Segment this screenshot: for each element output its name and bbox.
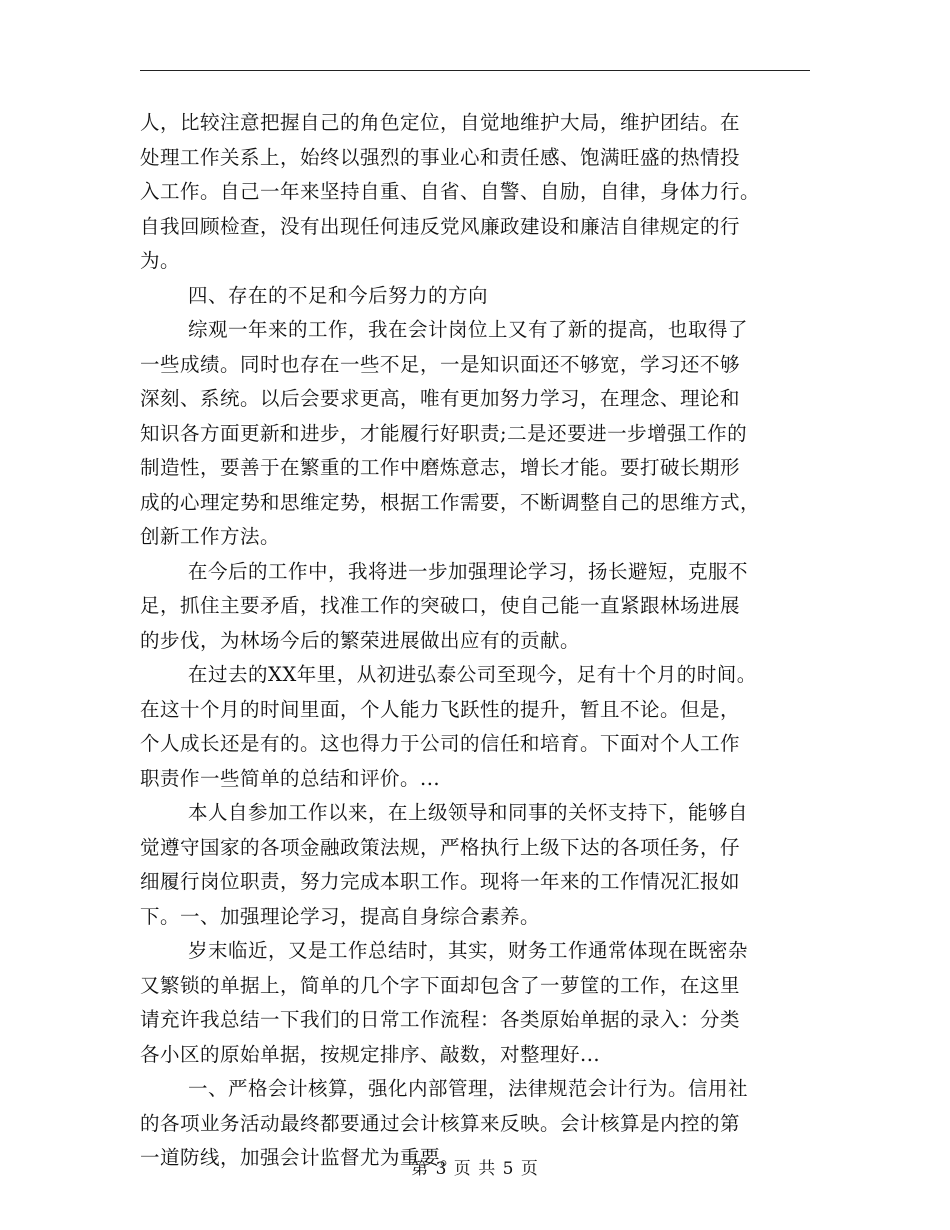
text-line: 请充许我总结一下我们的日常工作流程：各类原始单据的录入：分类 bbox=[140, 1008, 741, 1031]
text-line: 一、严格会计核算，强化内部管理，法律规范会计行为。信用社 bbox=[188, 1077, 749, 1100]
text-line: 下。一、加强理论学习，提高自身综合素养。 bbox=[140, 904, 541, 928]
text-line: 个人成长还是有的。这也得力于公司的信任和培育。下面对个人工作 bbox=[140, 732, 741, 755]
paragraph-7 bbox=[140, 934, 812, 1072]
document-body bbox=[140, 106, 812, 1176]
text-line: 的各项业务活动最终都要通过会计核算来反映。会计核算是内控的第 bbox=[140, 1111, 741, 1135]
text-line: 为。 bbox=[140, 249, 181, 272]
text-line: 自我回顾检查，没有出现任何违反党风廉政建设和廉洁自律规定的行 bbox=[140, 214, 741, 238]
text-line: 又繁锁的单据上，简单的几个字下面却包含了一萝筐的工作，在这里 bbox=[140, 973, 741, 997]
text-line: 知识各方面更新和进步，才能履行好职责;二是还要进一步增强工作的 bbox=[140, 421, 748, 445]
paragraph-6 bbox=[140, 796, 812, 934]
text-line: 职责作一些简单的总结和评价。... bbox=[140, 766, 441, 790]
text-line: 细履行岗位职责，努力完成本职工作。现将一年来的工作情况汇报如 bbox=[140, 870, 741, 893]
text-line: 在今后的工作中，我将进一步加强理论学习，扬长避短，克服不 bbox=[188, 559, 749, 583]
header-rule bbox=[140, 70, 810, 71]
text-line: 一些成绩。同时也存在一些不足，一是知识面还不够宽，学习还不够 bbox=[140, 352, 741, 376]
text-line: 的步伐，为林场今后的繁荣进展做出应有的贡献。 bbox=[140, 628, 581, 652]
paragraph-1 bbox=[140, 106, 812, 279]
text-line: 觉遵守国家的各项金融政策法规，严格执行上级下达的各项任务，仔 bbox=[140, 835, 741, 859]
paragraph-4 bbox=[140, 555, 812, 659]
text-line: 在过去的XX年里，从初进弘泰公司至现今，足有十个月的时间。 bbox=[188, 663, 757, 686]
text-line: 综观一年来的工作，我在会计岗位上又有了新的提高，也取得了 bbox=[188, 318, 749, 341]
text-line: 制造性，要善于在繁重的工作中磨炼意志，增长才能。要打破长期形 bbox=[140, 456, 741, 479]
text-line: 成的心理定势和思维定势，根据工作需要，不断调整自己的思维方式， bbox=[140, 490, 761, 514]
text-line: 足，抓住主要矛盾，找准工作的突破口，使自己能一直紧跟林场进展 bbox=[140, 594, 741, 617]
text-line: 各小区的原始单据，按规定排序、敲数，对整理好... bbox=[140, 1042, 601, 1066]
text-line: 创新工作方法。 bbox=[140, 525, 281, 548]
text-line: 一道防线，加强会计监督尤为重要。 bbox=[140, 1146, 461, 1169]
paragraph-5 bbox=[140, 658, 812, 796]
text-line: 本人自参加工作以来，在上级领导和同事的关怀支持下，能够自 bbox=[188, 801, 749, 824]
text-line: 深刻、系统。以后会要求更高，唯有更加努力学习，在理念、理论和 bbox=[140, 387, 741, 410]
page-number-footer: 第 3 页 共 5 页 bbox=[411, 1159, 539, 1179]
section-heading-4 bbox=[140, 279, 812, 314]
text-line: 入工作。自己一年来坚持自重、自省、自警、自励，自律，身体力行。 bbox=[140, 180, 761, 203]
text-line: 在这十个月的时间里面，个人能力飞跃性的提升，暂且不论。但是， bbox=[140, 697, 741, 721]
text-line: 岁末临近，又是工作总结时，其实，财务工作通常体现在既密杂 bbox=[188, 939, 749, 962]
text-line: 四、存在的不足和今后努力的方向 bbox=[188, 283, 489, 307]
text-line: 处理工作关系上，始终以强烈的事业心和责任感、饱满旺盛的热情投 bbox=[140, 145, 741, 169]
paragraph-3 bbox=[140, 313, 812, 555]
text-line: 人，比较注意把握自己的角色定位，自觉地维护大局，维护团结。在 bbox=[140, 111, 741, 134]
